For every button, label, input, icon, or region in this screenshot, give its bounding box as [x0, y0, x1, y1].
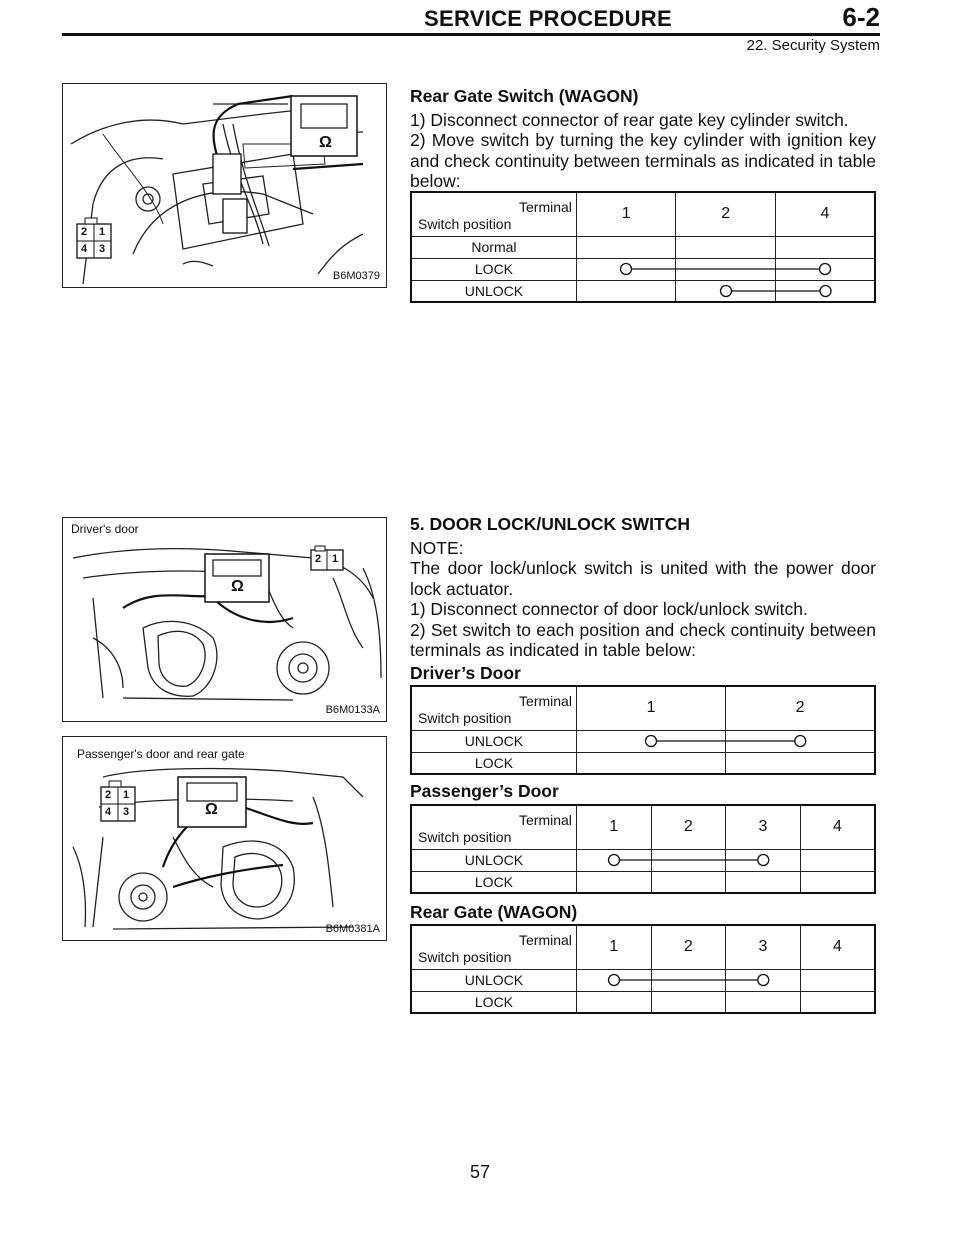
step: 1) Disconnect connector of door lock/unlock switch. — [410, 599, 808, 619]
connector-pin: 3 — [123, 806, 130, 818]
section-heading: Rear Gate Switch (WAGON) — [410, 86, 639, 106]
row-label: LOCK — [411, 871, 576, 893]
figure-passengers-door — [62, 736, 387, 941]
step: 1) Disconnect connector of rear gate key cylinder switch. — [410, 109, 849, 130]
note-text: The door lock/unlock switch is united with the power door lock actuator. — [410, 558, 876, 599]
header-cell — [411, 686, 576, 730]
connector-pin: 1 — [332, 553, 339, 565]
passengers-door-heading: Passenger’s Door — [410, 781, 559, 801]
rear-gate-illustration — [63, 84, 387, 288]
header-switch-position: Switch position — [418, 709, 512, 726]
note-label: NOTE: — [410, 537, 464, 558]
header-terminal: Terminal — [519, 932, 572, 948]
rear-gate-switch-section — [410, 86, 876, 192]
step: 2) Move switch by turning the key cylinder with ignition key and check continuity between terminals as indicated in table below: — [410, 130, 876, 191]
row-label: LOCK — [411, 752, 576, 774]
figure-id: B6M0379 — [332, 270, 380, 282]
connector-pin: 1 — [99, 226, 106, 238]
terminal-header: 1 — [576, 805, 651, 849]
terminal-header: 1 — [576, 925, 651, 969]
header-cell — [411, 192, 576, 236]
row-label: Normal — [411, 236, 576, 258]
terminal-header: 2 — [651, 925, 726, 969]
meter-ohm-symbol: Ω — [231, 578, 244, 595]
terminal-header: 4 — [775, 192, 875, 236]
terminal-header: 4 — [800, 805, 875, 849]
terminal-header: 3 — [726, 805, 801, 849]
page-header — [62, 4, 880, 60]
row-label: UNLOCK — [411, 730, 576, 752]
passengers-door-illustration — [63, 737, 387, 941]
section-heading: 5. DOOR LOCK/UNLOCK SWITCH — [410, 514, 690, 534]
figure-id: B6M0133A — [325, 704, 380, 716]
door-lock-section — [410, 514, 876, 661]
terminal-header: 1 — [576, 686, 725, 730]
connector-pin: 2 — [315, 553, 322, 565]
header-switch-position: Switch position — [418, 215, 512, 232]
row-label: UNLOCK — [411, 280, 576, 302]
passengers-door-table — [410, 804, 876, 894]
header-rule — [62, 33, 880, 36]
connector-pin: 4 — [81, 243, 88, 255]
row-label: LOCK — [411, 258, 576, 280]
connector-pin: 2 — [81, 226, 88, 238]
section-subtitle: 22. Security System — [746, 37, 880, 54]
row-label: UNLOCK — [411, 849, 576, 871]
figure-caption: Driver's door — [71, 522, 139, 536]
terminal-header: 2 — [676, 192, 776, 236]
drivers-door-illustration — [63, 518, 387, 722]
header-cell — [411, 925, 576, 969]
section-title: SERVICE PROCEDURE — [424, 6, 672, 31]
row-label: LOCK — [411, 991, 576, 1013]
header-terminal: Terminal — [519, 693, 572, 709]
header-terminal: Terminal — [519, 199, 572, 215]
figure-caption: Passenger's door and rear gate — [77, 747, 245, 761]
terminal-header: 2 — [651, 805, 726, 849]
step: 2) Set switch to each position and check continuity between terminals as indicated in table below: — [410, 619, 876, 660]
rear-gate-heading: Rear Gate (WAGON) — [410, 902, 578, 922]
terminal-header: 4 — [800, 925, 875, 969]
connector-pin: 4 — [105, 806, 112, 818]
meter-ohm-symbol: Ω — [205, 801, 218, 818]
header-terminal: Terminal — [519, 812, 572, 828]
header-cell — [411, 805, 576, 849]
chapter-number: 6-2 — [842, 2, 880, 32]
terminal-header: 1 — [576, 192, 676, 236]
figure-rear-gate-switch — [62, 83, 387, 288]
figure-id: B6M0381A — [325, 923, 380, 935]
page-number: 57 — [469, 1162, 491, 1182]
connector-pin: 2 — [105, 789, 112, 801]
rear-gate-switch-table — [410, 191, 876, 303]
figure-drivers-door — [62, 517, 387, 722]
meter-ohm-symbol: Ω — [319, 134, 332, 151]
drivers-door-heading: Driver’s Door — [410, 663, 521, 683]
header-switch-position: Switch position — [418, 948, 512, 965]
rear-gate-table — [410, 924, 876, 1014]
row-label: UNLOCK — [411, 969, 576, 991]
terminal-header: 3 — [726, 925, 801, 969]
terminal-header: 2 — [726, 686, 875, 730]
connector-pin: 1 — [123, 789, 130, 801]
connector-pin: 3 — [99, 243, 106, 255]
header-switch-position: Switch position — [418, 828, 512, 845]
drivers-door-table — [410, 685, 876, 775]
